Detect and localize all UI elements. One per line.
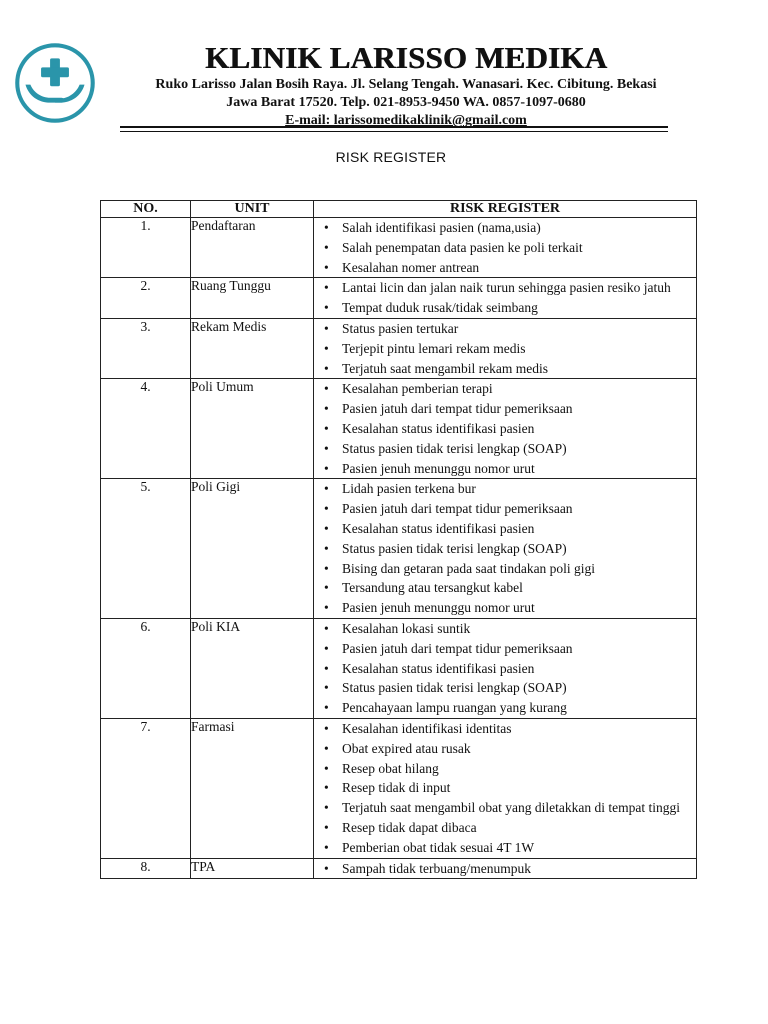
risk-item: • Status pasien tidak terisi lengkap (SOAP) xyxy=(318,678,696,698)
risk-register-table xyxy=(100,200,697,879)
risk-item: • Bising dan getaran pada saat tindakan poli gigi xyxy=(318,559,696,579)
address-line-2: Jawa Barat 17520. Telp. 021-8953-9450 WA. 0857-1097-0680 xyxy=(226,95,586,110)
table-row xyxy=(101,618,697,718)
row-number: 6. xyxy=(101,618,191,718)
row-number: 5. xyxy=(101,479,191,619)
risk-item: • Terjepit pintu lemari rekam medis xyxy=(318,339,696,359)
row-unit: Poli Gigi xyxy=(191,479,314,619)
letterhead xyxy=(96,40,716,129)
risk-item: • Kesalahan identifikasi identitas xyxy=(318,719,696,739)
risk-item: • Pasien jenuh menunggu nomor urut xyxy=(318,459,696,479)
risk-item: • Tempat duduk rusak/tidak seimbang xyxy=(318,298,696,318)
row-unit: Ruang Tunggu xyxy=(191,278,314,319)
table-row xyxy=(101,858,697,879)
row-risks xyxy=(314,479,697,619)
risk-item: • Pasien jatuh dari tempat tidur pemeriksaan xyxy=(318,639,696,659)
risk-list xyxy=(314,278,696,318)
risk-item: • Tersandung atau tersangkut kabel xyxy=(318,578,696,598)
risk-list xyxy=(314,319,696,378)
risk-item: • Status pasien tertukar xyxy=(318,319,696,339)
risk-item: • Pasien jatuh dari tempat tidur pemeriksaan xyxy=(318,399,696,419)
table-row xyxy=(101,318,697,378)
risk-item: • Pencahayaan lampu ruangan yang kurang xyxy=(318,698,696,718)
risk-item: • Lidah pasien terkena bur xyxy=(318,479,696,499)
risk-item: • Pemberian obat tidak sesuai 4T 1W xyxy=(318,838,696,858)
risk-item: • Resep tidak di input xyxy=(318,778,696,798)
header-unit: UNIT xyxy=(191,201,314,218)
risk-item: • Terjatuh saat mengambil obat yang diletakkan di tempat tinggi xyxy=(318,798,696,818)
risk-item: • Kesalahan status identifikasi pasien xyxy=(318,419,696,439)
row-risks xyxy=(314,218,697,278)
header-rule-thin xyxy=(120,131,668,132)
row-risks xyxy=(314,318,697,378)
row-risks xyxy=(314,379,697,479)
risk-list xyxy=(314,479,696,618)
risk-item: • Kesalahan pemberian terapi xyxy=(318,379,696,399)
table-row xyxy=(101,479,697,619)
risk-list xyxy=(314,379,696,478)
risk-item: • Pasien jenuh menunggu nomor urut xyxy=(318,598,696,618)
row-risks xyxy=(314,618,697,718)
row-number: 7. xyxy=(101,718,191,858)
risk-item: • Pasien jatuh dari tempat tidur pemeriksaan xyxy=(318,499,696,519)
risk-item: • Kesalahan nomer antrean xyxy=(318,258,696,278)
row-unit: Farmasi xyxy=(191,718,314,858)
risk-item: • Lantai licin dan jalan naik turun sehingga pasien resiko jatuh xyxy=(318,278,696,298)
risk-item: • Status pasien tidak terisi lengkap (SOAP) xyxy=(318,439,696,459)
risk-item: • Kesalahan status identifikasi pasien xyxy=(318,519,696,539)
row-unit: Poli KIA xyxy=(191,618,314,718)
risk-item: • Obat expired atau rusak xyxy=(318,739,696,759)
header-no: NO. xyxy=(101,201,191,218)
risk-item: • Sampah tidak terbuang/menumpuk xyxy=(318,859,696,879)
risk-item: • Kesalahan lokasi suntik xyxy=(318,619,696,639)
risk-item: • Resep tidak dapat dibaca xyxy=(318,818,696,838)
row-number: 4. xyxy=(101,379,191,479)
risk-list xyxy=(314,859,696,879)
table-header-row xyxy=(101,201,697,218)
risk-list xyxy=(314,619,696,718)
header-risk: RISK REGISTER xyxy=(314,201,697,218)
row-unit: Poli Umum xyxy=(191,379,314,479)
row-unit: Pendaftaran xyxy=(191,218,314,278)
row-unit: Rekam Medis xyxy=(191,318,314,378)
row-risks xyxy=(314,858,697,879)
document-title: RISK REGISTER xyxy=(335,149,447,165)
table-body xyxy=(101,218,697,879)
risk-list xyxy=(314,719,696,858)
row-number: 3. xyxy=(101,318,191,378)
row-risks xyxy=(314,718,697,858)
risk-item: • Terjatuh saat mengambil rekam medis xyxy=(318,359,696,379)
header-rule-thick xyxy=(120,126,668,128)
address-line-1: Ruko Larisso Jalan Bosih Raya. Jl. Selang Tengah. Wanasari. Kec. Cibitung. Bekasi xyxy=(155,77,657,92)
row-number: 1. xyxy=(101,218,191,278)
row-risks xyxy=(314,278,697,319)
risk-list xyxy=(314,218,696,277)
risk-item: • Kesalahan status identifikasi pasien xyxy=(318,659,696,679)
table-row xyxy=(101,278,697,319)
row-number: 2. xyxy=(101,278,191,319)
table-row xyxy=(101,218,697,278)
risk-item: • Salah penempatan data pasien ke poli terkait xyxy=(318,238,696,258)
risk-item: • Status pasien tidak terisi lengkap (SOAP) xyxy=(318,539,696,559)
risk-item: • Salah identifikasi pasien (nama,usia) xyxy=(318,218,696,238)
email-line: E-mail: larissomedikaklinik@gmail.com xyxy=(285,113,527,128)
table-row xyxy=(101,379,697,479)
risk-item: • Resep obat hilang xyxy=(318,759,696,779)
table-row xyxy=(101,718,697,858)
clinic-name: KLINIK LARISSO MEDIKA xyxy=(204,40,608,75)
row-unit: TPA xyxy=(191,858,314,879)
row-number: 8. xyxy=(101,858,191,879)
clinic-logo xyxy=(14,42,96,124)
